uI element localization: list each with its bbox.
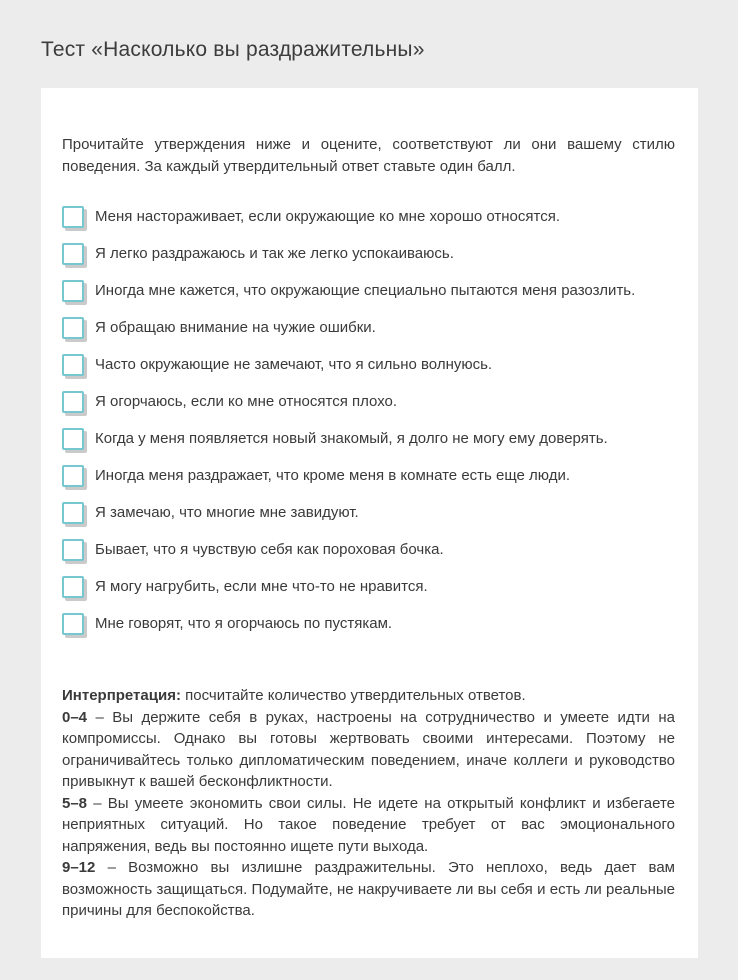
- statement-row: [62, 428, 675, 450]
- statement-checkbox[interactable]: [62, 280, 84, 302]
- statement-row: [62, 539, 675, 561]
- statement-label: Иногда меня раздражает, что кроме меня в комнате есть еще люди.: [95, 467, 571, 484]
- statement-row: [62, 465, 675, 487]
- statement-label: Бывает, что я чувствую себя как пороховая бочка.: [95, 541, 444, 558]
- score-range-label: 0–4: [62, 708, 88, 726]
- statement-label: Меня настораживает, если окружающие ко мне хорошо относятся.: [95, 208, 560, 225]
- statement-checkbox[interactable]: [62, 613, 84, 635]
- statement-label: Я легко раздражаюсь и так же легко успокаиваюсь.: [95, 245, 454, 262]
- test-card: [41, 88, 698, 958]
- statement-label: Когда у меня появляется новый знакомый, я долго не могу ему доверять.: [95, 430, 608, 447]
- score-range-text: – Возможно вы излишне раздражительны. Это неплохо, ведь дает вам возможность защищаться. Подумайте, не накручиваете ли вы себя и есть ли реальные причины для беспокойства.: [62, 859, 675, 919]
- page-title: Тест «Насколько вы раздражительны»: [41, 38, 425, 61]
- statement-row: [62, 613, 675, 635]
- interpretation-heading: [62, 685, 675, 707]
- score-range-label: 9–12: [62, 859, 96, 876]
- interpretation-paragraph-0-4: [62, 707, 675, 793]
- statement-label: Я обращаю внимание на чужие ошибки.: [95, 319, 376, 336]
- statement-checkbox[interactable]: [62, 465, 84, 487]
- interpretation-paragraph-9-12: [62, 857, 675, 922]
- statements-list: [62, 206, 675, 635]
- statement-checkbox[interactable]: [62, 576, 84, 598]
- statement-label: Иногда мне кажется, что окружающие специально пытаются меня разозлить.: [95, 282, 636, 299]
- statement-row: [62, 354, 675, 376]
- statement-checkbox[interactable]: [62, 428, 84, 450]
- statement-row: [62, 576, 675, 598]
- statement-label: Мне говорят, что я огорчаюсь по пустякам.: [95, 615, 393, 632]
- statement-label: Часто окружающие не замечают, что я сильно волнуюсь.: [95, 356, 493, 373]
- statement-row: [62, 206, 675, 228]
- statement-row: [62, 280, 675, 302]
- statement-label: Я огорчаюсь, если ко мне относятся плохо.: [95, 393, 398, 410]
- statement-row: [62, 243, 675, 265]
- statement-checkbox[interactable]: [62, 539, 84, 561]
- score-range-label: 5–8: [62, 794, 88, 812]
- statement-checkbox[interactable]: [62, 317, 84, 339]
- interpretation-heading-lead: Интерпретация:: [62, 687, 181, 704]
- statement-checkbox[interactable]: [62, 391, 84, 413]
- score-range-text: – Вы держите себя в руках, настроены на сотрудничество и умеете идти на компромиссы. Однако вы готовы жертвовать своими интересами. Поэтому не ограничивайтесь только дипломатическим поведением, иначе коллеги и руководство привыкнут к вашей бесконфликтности.: [62, 708, 675, 790]
- statement-label: Я замечаю, что многие мне завидуют.: [95, 504, 359, 521]
- statement-checkbox[interactable]: [62, 354, 84, 376]
- statement-label: Я могу нагрубить, если мне что-то не нравится.: [95, 578, 428, 595]
- interpretation-paragraph-5-8: [62, 793, 675, 858]
- statement-checkbox[interactable]: [62, 206, 84, 228]
- interpretation-heading-text: посчитайте количество утвердительных ответов.: [180, 687, 526, 704]
- statement-checkbox[interactable]: [62, 243, 84, 265]
- score-range-text: – Вы умеете экономить свои силы. Не идете на открытый конфликт и избегаете неприятных ситуаций. Но такое поведение требует от вас эмоционального напряжения, ведь вы постоянно ищете пути выхода.: [62, 794, 675, 855]
- intro-text: Прочитайте утверждения ниже и оцените, соответствуют ли они вашему стилю поведения. За каждый утвердительный ответ ставьте один балл.: [62, 136, 675, 175]
- statement-checkbox[interactable]: [62, 502, 84, 524]
- statement-row: [62, 502, 675, 524]
- statement-row: [62, 317, 675, 339]
- statement-row: [62, 391, 675, 413]
- interpretation-section: [62, 685, 675, 922]
